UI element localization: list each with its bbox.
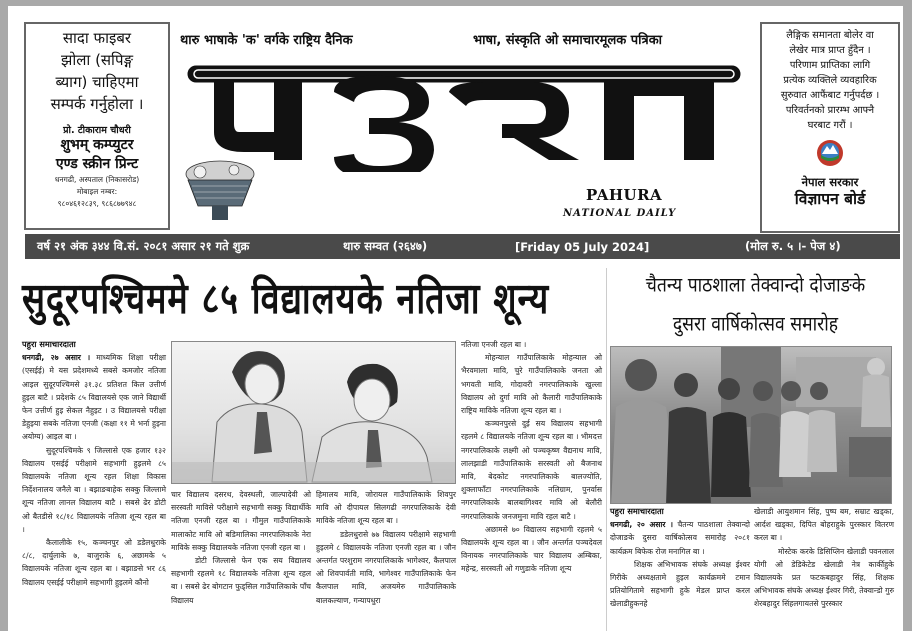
main-story-dateline: धनगढी, २७ असार । [22, 353, 91, 363]
side-headline-line2: दुसरा वार्षिकोत्सव समारोह [672, 313, 839, 337]
paragraph: कैलालीके १५, कञ्चनपुर ओ डडेलधुराके ८/८, दार्चुलाके ७, बाजुराके ६, अछामके ५ विद्यालयके नतिजा शून्य रहल बा । बझाङसे भर ८६ विद्यालय एसईई परीक्षामे सहभागी हुइलमे कौनो [22, 538, 166, 587]
ad-right-line: परिणाम प्राप्तिका लागि [789, 60, 871, 71]
main-story-column-2b [316, 488, 456, 607]
paragraph: चार विद्यालय दसरथ, देवस्थली, जाल्पादेवी ओ सरस्वती माविसे परीक्षामे सहभागी सक्कु विद्यार्थीके नतिजा एनजी रहल बा । गौमुल गाउँपालिकाके मालाकोट मावि ओ बडिमालिका नगरपालिकाके नेरा माविके सक्कु विद्यालयके नतिजा एनजी रहल बा । [171, 490, 311, 552]
side-story-column-a [610, 505, 750, 611]
ad-left-address: धनगढी, अस्पताल (निकासरोड) [54, 175, 140, 184]
advertisement-right [760, 22, 900, 233]
paragraph: सुदूरपश्चिमके ९ जिल्लासे एक हजार १३२ विद्यालय एसईई परीक्षामे सहभागी हुइलमे ८५ विद्यालयके नतिजा शून्य रहल शिक्षा विकास निर्देशनालय जनैले बा । बझाङबाहेक सक्कु जिल्लामे शून्य नतिजा लानल विद्यालय बाटै । सबसे ढेर डोटी ओ बैतडीसे १८/१८ विद्यालयके नतिजा शून्य रहल बा । [22, 445, 166, 534]
ad-left-mobile-numbers: ९८०४६१२८३९, ९८६८७७९४८ [57, 199, 137, 208]
ad-right-line: परिवर्तनको प्रारम्भ आफ्नै [785, 105, 875, 116]
main-story-column-3 [461, 338, 602, 576]
ad-right-line: सुरुवात आफैंबाट गर्नुपर्दछ । [780, 90, 880, 101]
main-story-column-2a [171, 488, 311, 607]
price-and-pages: (मोल रु. ५ ।- पेज ४) [745, 239, 841, 253]
pahura-logo [184, 62, 744, 172]
taekwondo-event-photo [610, 346, 892, 504]
students-exam-photo [171, 341, 456, 484]
paragraph: नतिजा एनजी रहल बा । [461, 340, 527, 349]
issue-date-bar [25, 234, 900, 259]
paragraph: शिक्षक अभिभावक संघके अध्यक्ष ईश्वर गिरीके अध्यक्षतामे हुइल कार्यक्रममे टमान प्रतियोगितामे सहभागी हुके मेडल प्राप्त करल खेलाडीहुकनहे [610, 559, 750, 609]
ad-left-line: झोला (सपिङ्ग [61, 51, 133, 69]
main-story-column-1 [22, 338, 166, 589]
ad-right-line: घरबाट गरौं । [807, 120, 853, 131]
basket-illustration [178, 156, 262, 224]
paragraph: हिमालय मावि, जोरायल गाउँपालिकाके शिवपुर मावि ओ दीपायल सिलगढी नगरपालिकाके देवी माविके नतिजा शून्य रहल बा । [316, 490, 456, 526]
masthead-tagline-right: भाषा, संस्कृति ओ समाचारमूलक पत्रिका [473, 33, 663, 48]
main-story-byline: पहुरा समाचारदाता [22, 339, 76, 349]
ad-right-org-line1: नेपाल सरकार [801, 175, 859, 189]
paragraph: माध्यमिक शिक्षा परीक्षा (एसईई) मे यस प्रदेशमध्ये सबसे कमजोर नतिजा आइल सुदूरपश्चिमसे ३१.३८ प्रतिशत किल उत्तीर्ण हुइल बाटै । प्रदेशके ८५ विद्यालयसे एक जाने विद्यार्थी फेन उत्तीर्ण हुइ सेकल नैहुइट । उ विद्यालयसे परीक्षा डेहुइया सबके नतिजा एनजी (कक्षा ११ मे भर्ना हुइना अयोग्य) आइल बा । [22, 353, 166, 442]
paragraph: अछामसे ७० विद्यालय सहभागी रहलमे ५ विद्यालयके शून्य रहल बा । जौन अन्तर्गत पञ्चदेवल विनायक नगरपालिकाके चार विद्यालय अम्बिका, महेन्द्र, सरस्वती ओ गणुडाके नतिजा शून्य [461, 524, 602, 574]
masthead-name-english: PAHURA [586, 186, 663, 204]
ad-left-line: ब्याग) चाहिएमा [55, 73, 139, 91]
ad-left-mobile-label: मोबाइल नम्बर: [76, 187, 118, 196]
side-story-dateline: धनगढी, २० असार । [610, 520, 674, 530]
ad-left-shop-name: शुभम् कम्प्युटर [60, 137, 134, 153]
advertisement-left [24, 22, 170, 230]
ad-left-shop-name-2: एण्ड स्क्रीन प्रिन्ट [55, 156, 139, 172]
masthead-tagline-left: थारु भाषाके 'क' वर्गके राष्ट्रिय दैनिक [180, 33, 353, 48]
newspaper-page [8, 6, 903, 631]
paragraph: कञ्चनपुरसे दुई सय विद्यालय सहभागी रहलमे ८ विद्यालयके नतिजा शून्य रहल बा । भीमदत्त नगरपालिकाके लक्ष्मी ओ पञ्चकृष्ण वैद्यनाथ मावि, लालझाडी गाउँपालिकाके सरस्वती ओ बैजनाथ मावि, बेदकोट नगरपालिकाके बालज्योति, शुक्लाफाँटा नगरपालिकाके नलिग्राम, पुनर्वास नगरपालिकाके बालबागिश्वर मावि ओ बेलौरी नगरपालिकाके जनजमुना मावि रहल बाटै । [461, 419, 602, 521]
side-story-byline: पहुरा समाचारदाता [610, 506, 664, 516]
ad-left-proprietor: प्रो. टीकाराम चौधरी [63, 125, 131, 136]
ad-left-line: सम्पर्क गर्नुहोला । [50, 95, 144, 113]
masthead-subtitle-english: NATIONAL DAILY [563, 208, 677, 219]
ad-right-line: प्रत्येक व्यक्तिले व्यवहारिक [783, 75, 877, 86]
paragraph: मोहन्याल गाउँपालिकाके मोहन्याल ओ भैरवमाला मावि, चुरे गाउँपालिकाके जनता ओ भगवती मावि, गोदावरी नगरपालिकाके खुल्ला विद्यालय ओ दुर्गा मावि ओ कैलारी गाउँपालिकाके राष्ट्रिय माविके नतिजा शून्य रहल बा । [461, 353, 602, 416]
page-border-right [903, 0, 912, 631]
column-divider [606, 268, 607, 631]
nepal-emblem-icon [815, 137, 845, 169]
paragraph: मोस्टेक करके डिसिप्लिन खेलाडी पवनलाल योगी ओ डेडिकेटेड खेलाडी नेत्र कार्कीहुके विद्यालयके प्रत फटकबहादुर सिंह, शिक्षक अभिभावक संघके अध्यक्ष ईश्वर गिरी, तेक्वान्डो गुरु शेरबहादुर सिंहलगायतसे पुरस्कार [754, 546, 894, 609]
ad-left-line: सादा फाइबर [62, 29, 132, 47]
ad-right-line: लैङ्गिक समानता बोलेर वा [786, 30, 874, 41]
paragraph: चैतन्य पाठशाला तेक्वान्दो दोजाङके दुसरा वार्षिकोत्सव समारोह २०८१ कार्यक्रम बिफेक रोज मनागिल बा । [610, 520, 750, 556]
main-headline: सुदूरपश्चिममे ८५ विद्यालयके नतिजा शून्य [22, 274, 550, 325]
ad-right-line: लेखेर मात्र प्राप्त हुँदैन । [789, 45, 871, 56]
paragraph: डोटी जिल्लासे फेन एक सय विद्यालय सहभागी रहलमे १८ विद्यालयके नतिजा शून्य रहल बा । सबसे ढेर बोगटान फुड्सिल गाउँपालिकाके पाँच विद्यालय [171, 556, 311, 605]
ad-right-org-line2: विज्ञापन बोर्ड [794, 190, 866, 208]
side-headline-line1: चैतन्य पाठशाला तेक्वान्दो दोजाङके [645, 274, 866, 298]
side-story-column-b [754, 505, 894, 611]
issue-info: वर्ष २१ अंक ३४४ वि.सं. २०८१ असार २१ गते शुक्र [37, 239, 250, 253]
paragraph: खेलाडी आयुशमान सिंह, पुष्प बम, सम्राट खड्का, आर्दश खड्का, दिपित बोहराहुके पुरस्कार वितरण करल बा । [754, 507, 894, 543]
side-headline [608, 266, 903, 344]
paragraph: डडेलधुरासे ७७ विद्यालय परीक्षामे सहभागी हुइलमे ८ विद्यालयके नतिजा एनजी रहल बा । जौन अन्तर्गत परशुराम नगरपालिकाके भागेश्वर, कैलपाल ओ शिवपार्वती मावि, भागेश्वर गाउँपालिकाके फेन कैलपाल मावि, अजयमेरु गाउँपालिकाके बालकल्याण, गन्यापधुरा [316, 529, 456, 605]
tharu-year: थारु सम्वत (२६४७) [343, 239, 428, 253]
english-date: [Friday 05 July 2024] [515, 239, 650, 254]
